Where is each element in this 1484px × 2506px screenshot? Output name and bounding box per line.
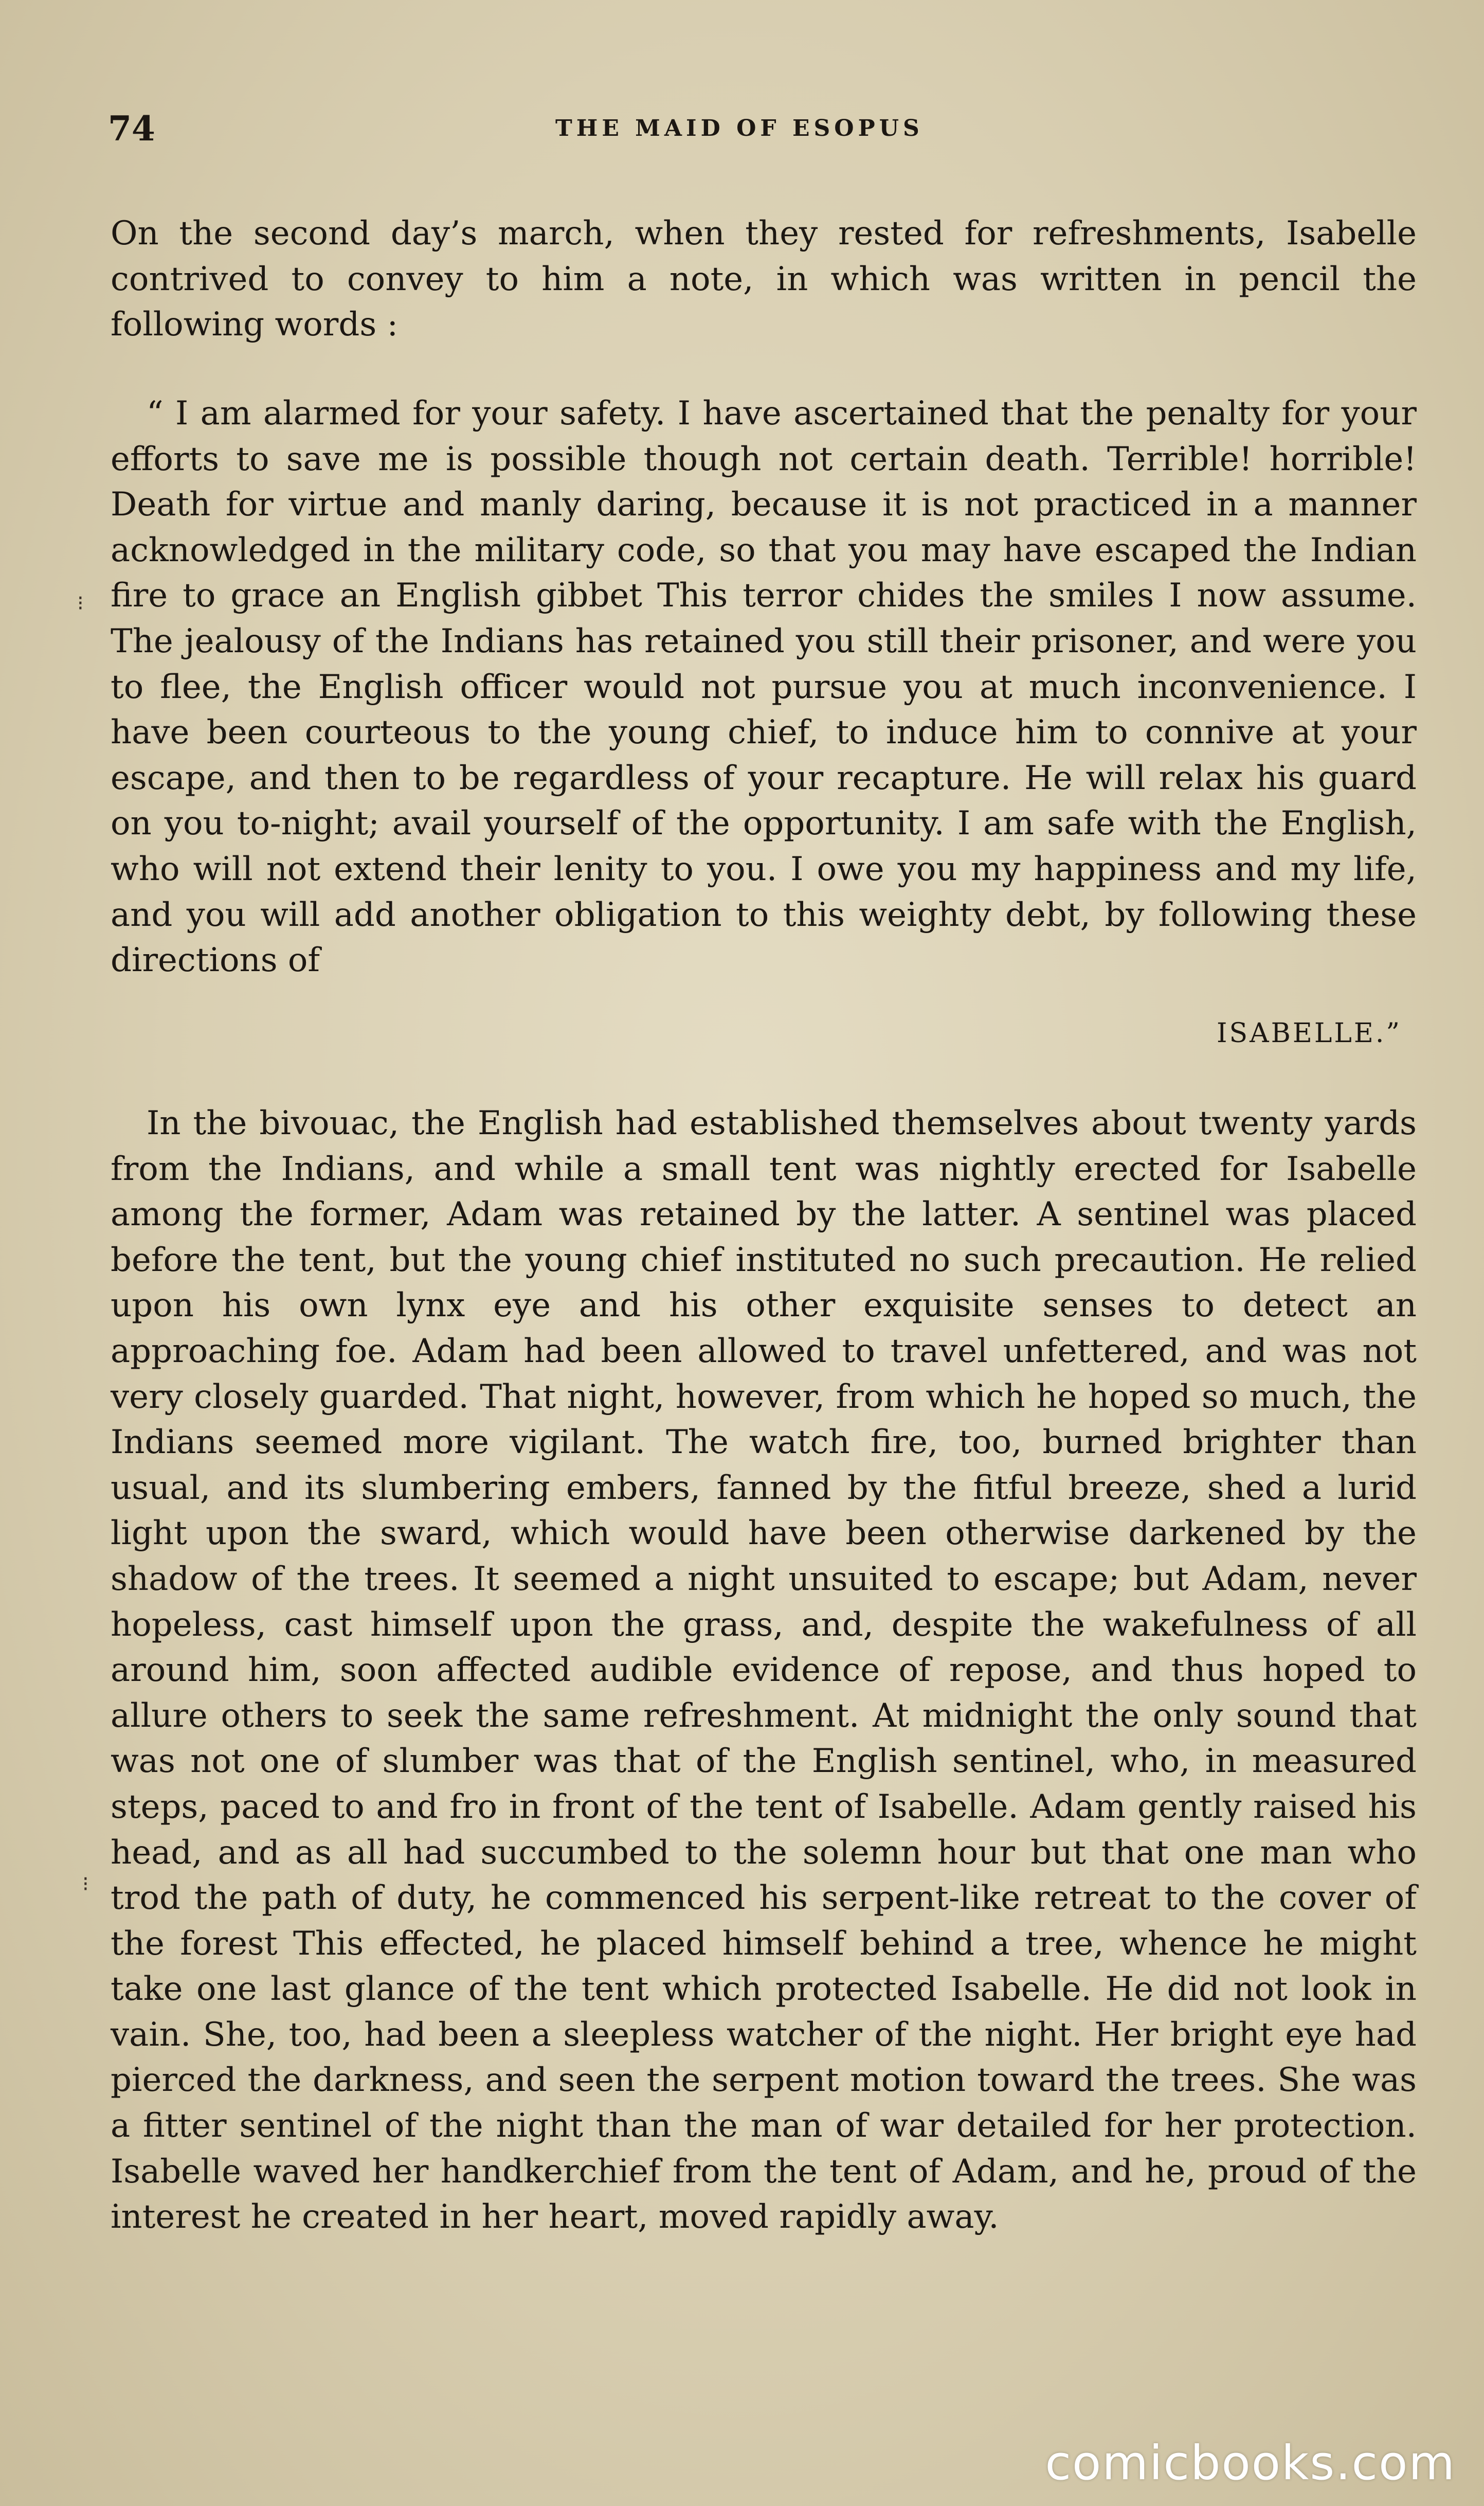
running-head: THE MAID OF ESOPUS bbox=[555, 115, 924, 141]
margin-mark: ⁝ bbox=[77, 592, 84, 615]
intro-paragraph: On the second day’s march, when they rested for refreshments, Isabelle contrived to convey to him a note, in which was written in pencil the following words : bbox=[111, 214, 1417, 344]
main-paragraph: In the bivouac, the English had established themselves about twenty yards from the Indians, and while a small tent was nightly erected for Isabelle among the former, Adam was retained by the latter. A sentinel was placed before the tent, but the young chief instituted no such precaution. He relied upon his own lynx eye and his other exquisite senses to detect an approaching foe. Adam had been allowed to travel unfettered, and was not very closely guarded. That night, however, from which he hoped so much, the Indians seemed more vigilant. The watch fire, too, burned brighter than usual, and its slumbering embers, fanned by the fitful breeze, shed a lurid light upon the sward, which would have been otherwise darkened by the shadow of the trees. It seemed a night unsuited to escape; but Adam, never hopeless, cast himself upon the grass, and, despite the wakefulness of all around him, soon affected audible evidence of repose, and thus hoped to allure others to seek the same refreshment. At midnight the only sound that was not one of slumber was that of the English sentinel, who, in measured steps, paced to and fro in front of the tent of Isabelle. Adam gently raised his head, and as all had succumbed to the solemn hour but that one man who trod the path of duty, he commenced his serpent-like retreat to the cover of the forest This effected, he placed himself behind a tree, whence he might take one last glance of the tent which protected Isabelle. He did not look in vain. She, too, had been a sleepless watcher of the night. Her bright eye had pierced the darkness, and seen the serpent motion toward the trees. She was a fitter sentinel of the night than the man of war detailed for her protection. Isabelle waved her handkerchief from the tent of Adam, and he, proud of the interest he created in her heart, moved rapidly away. bbox=[111, 1104, 1417, 2236]
letter-block bbox=[111, 391, 1417, 983]
page-header bbox=[108, 105, 1419, 152]
watermark: comicbooks.com bbox=[1045, 2436, 1456, 2491]
letter-signature: ISABELLE.” bbox=[1216, 1018, 1402, 1049]
margin-mark: ⁝ bbox=[82, 1872, 89, 1896]
page-number: 74 bbox=[108, 109, 155, 149]
letter-text: “ I am alarmed for your safety. I have ascertained that the penalty for your efforts to save me is possible though not certain death. Terrible! horrible! Death for virtue and manly daring, because it is not practiced in a manner acknowledged in the military code, so that you may have escaped the Indian fire to grace an English gibbet This terror chides the smiles I now assume. The jealousy of the Indians has retained you still their prisoner, and were you to flee, the English officer would not pursue you at much inconvenience. I have been courteous to the young chief, to induce him to connive at your escape, and then to be regardless of your recapture. He will relax his guard on you to-night; avail yourself of the opportunity. I am safe with the English, who will not extend their lenity to you. I owe you my happiness and my life, and you will add another obligation to this weighty debt, by following these directions of bbox=[111, 395, 1417, 980]
main-paragraph-block bbox=[111, 1101, 1417, 2240]
intro-paragraph-block bbox=[111, 211, 1417, 348]
